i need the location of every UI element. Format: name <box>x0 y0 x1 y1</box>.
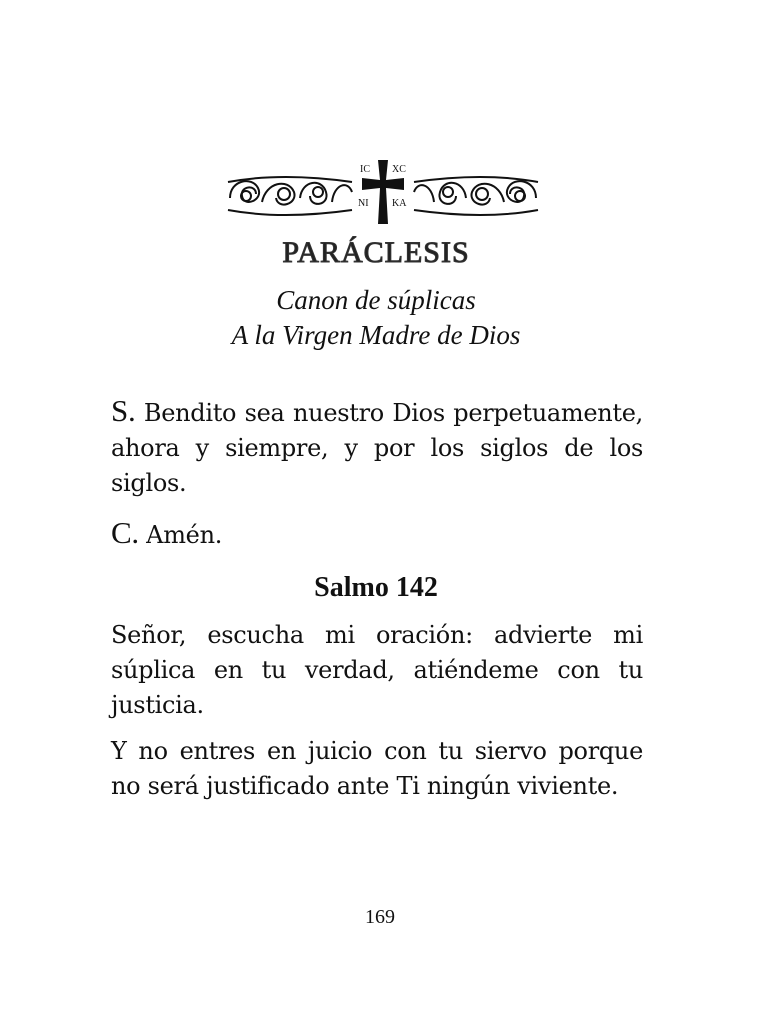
svg-text:XC: XC <box>392 164 406 175</box>
speaker-priest-label: S. <box>111 393 136 428</box>
speaker-choir-label: C. <box>111 515 139 550</box>
page-number: 169 <box>365 906 395 928</box>
paragraph-versicle <box>111 393 643 501</box>
versicle-text: Bendito sea nuestro Dios perpetuamente, ahora y siempre, y por los siglos de los siglos. <box>111 399 643 497</box>
psalm-verse-2: Y no entres en juicio con tu siervo porque no será justificado ante Ti ningún viviente. <box>111 737 643 800</box>
byzantine-cross-ornament-icon <box>222 158 544 228</box>
svg-text:IC: IC <box>360 164 370 175</box>
svg-text:KA: KA <box>392 198 407 209</box>
svg-text:NI: NI <box>358 198 369 209</box>
psalm-verse-1: Señor, escucha mi oración: advierte mi súplica en tu verdad, atiéndeme con tu justicia. <box>111 621 643 719</box>
subtitle-line-2: A la Virgen Madre de Dios <box>231 320 521 350</box>
page-title: PARÁCLESIS <box>282 236 470 269</box>
paragraph-response <box>111 515 643 553</box>
response-text: Amén. <box>146 521 223 549</box>
subtitle-line-1: Canon de súplicas <box>276 285 476 315</box>
psalm-heading: Salmo 142 <box>314 572 438 603</box>
